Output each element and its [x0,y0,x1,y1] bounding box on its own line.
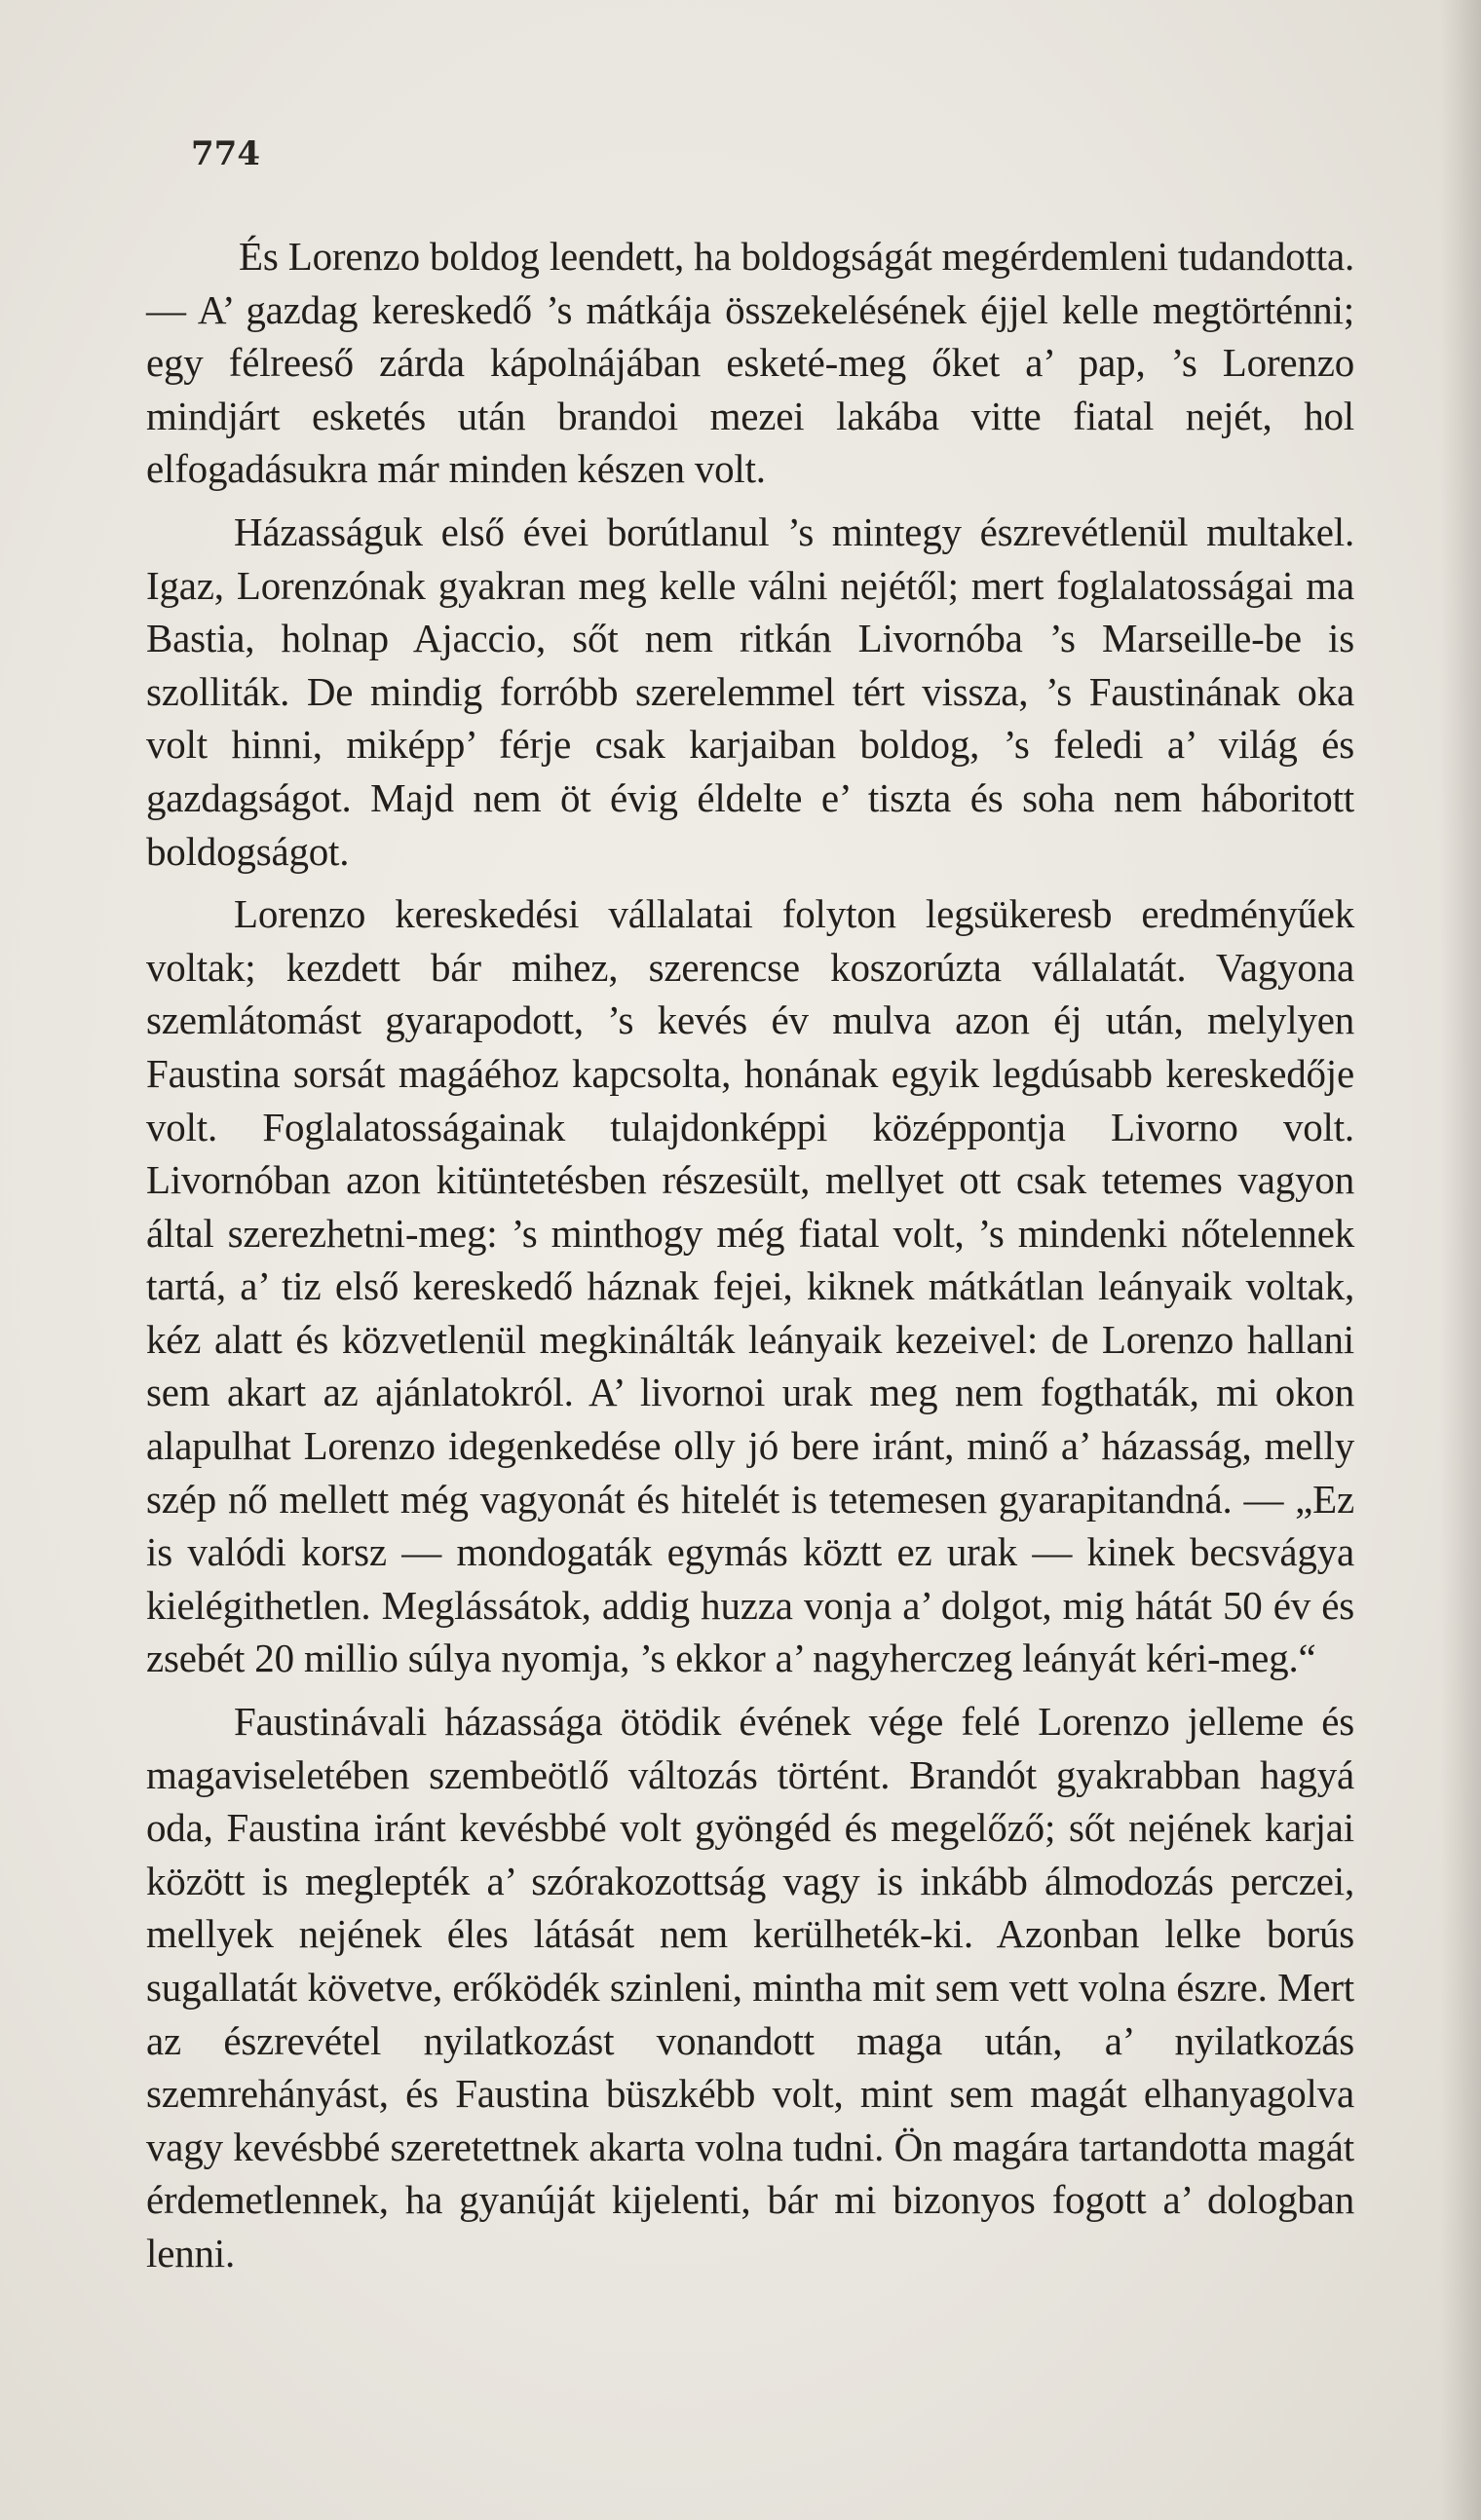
page-number: 774 [191,134,260,173]
body-text [146,230,1354,2290]
paragraph-2: Házasságuk első évei borútlanul ’s mintegy észrevétlenül multakel. Igaz, Lorenzónak gyakran meg kelle válni nejétől; mert foglalatosságai ma Bastia, holnap Ajaccio, sőt nem ritkán Livornóba ’s Marseille-be is szolliták. De mindig forróbb szerelemmel tért vissza, ’s Faustinának oka volt hinni, miképp’ férje csak karjaiban boldog, ’s feledi a’ világ és gazdagságot. Majd nem öt évig éldelte e’ tiszta és soha nem háboritott boldogságot. [146,508,1354,874]
paragraph-4: Faustinávali házassága ötödik évének vége felé Lorenzo jelleme és magaviseletében szembeötlő változás történt. Brandót gyakrabban hagyá oda, Faustina iránt kevésbbé volt gyöngéd és megelőző; sőt nejének karjai között is meglepték a’ szórakozottság vagy is inkább álmodozás perczei, mellyek nejének éles látását nem kerülheték-ki. Azonban lelke borús sugallatát követve, erőködék szinleni, mintha mit sem vett volna észre. Mert az észrevétel nyilatkozást vonandott maga után, a’ nyilatkozás szemrehányást, és Faustina büszkébb volt, mint sem magát elhanyagolva vagy kevésbbé szeretettnek akarta volna tudni. Ön magára tartandotta magát érdemetlennek, ha gyanúját kijelenti, bár mi bizonyos fogott a’ dologban lenni. [146,1699,1354,2276]
page-edge-shadow [1440,0,1481,2520]
paragraph-1: És Lorenzo boldog leendett, ha boldogságát megérdemleni tudandotta. — A’ gazdag kereskedő ’s mátkája összekelésének éjjel kelle megtörténni; egy félreeső zárda kápolnájában esketé-meg őket a’ pap, ’s Lorenzo mindjárt esketés után brandoi mezei lakába vitte fiatal nejét, hol elfogadásukra már minden készen volt. [146,234,1354,492]
paragraph-3: Lorenzo kereskedési vállalatai folyton legsükeresb eredményűek voltak; kezdett bár mihez, szerencse koszorúzta vállalatát. Vagyona szemlátomást gyarapodott, ’s kevés év mulva azon éj után, melylyen Faustina sorsát magáéhoz kapcsolta, honának egyik legdúsabb kereskedője volt. Foglalatosságainak tulajdonképpi középpontja Livorno volt. Livornóban azon kitüntetésben részesült, mellyet ott csak tetemes vagyon által szerezhetni-meg: ’s minthogy még fiatal volt, ’s mindenki nőtelennek tartá, a’ tiz első kereskedő háznak fejei, kiknek mátkátlan leányaik voltak, kéz alatt és közvetlenül megkinálták leányaik kezeivel: de Lorenzo hallani sem akart az ajánlatokról. A’ livornoi urak meg nem fogthaták, mi okon alapulhat Lorenzo idegenkedése olly jó bere iránt, minő a’ házasság, melly szép nő mellett még vagyonát és hitelét is tetemesen gyarapitandná. — „Ez is valódi korsz — mondogaták egymás köztt ez urak — kinek becsvágya kielégithetlen. Meglássátok, addig huzza vonja a’ dolgot, mig hátát 50 év és zsebét 20 millio súlya nyomja, ’s ekkor a’ nagyherczeg leányát kéri-meg.“ [146,891,1354,1681]
